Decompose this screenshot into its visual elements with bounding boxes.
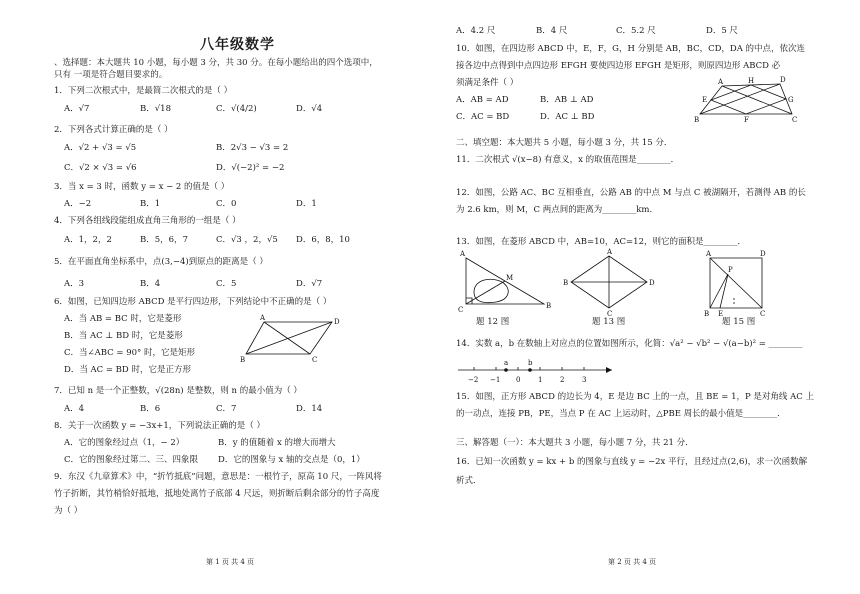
q3-option-b: B．1 — [140, 199, 161, 209]
q3-stem: 3．当 x = 3 时，函数 y = x − 2 的值是（ ） — [54, 182, 230, 192]
q14-tick-0: 0 — [516, 376, 521, 384]
q10-label-g: G — [788, 96, 794, 104]
q14-point-b: b — [528, 359, 533, 367]
q10-option-b: B．AB ⊥ AD — [540, 95, 594, 105]
q10-label-d: D — [780, 76, 786, 84]
q6-stem: 6．如图，已知四边形 ABCD 是平行四边形，下列结论中不正确的是（ ） — [54, 297, 332, 307]
q8-stem: 8．关于一次函数 y = −3x+1，下列说法正确的是（ ） — [54, 421, 265, 431]
q15-stem-line1: 15．如图，正方形 ABCD 的边长为 4，E 是边 BC 上的一点，且 BE = 1，P 是对角线 AC 上 — [456, 392, 814, 402]
q12-stem-line1: 12．如图，公路 AC、BC 互相垂直，公路 AB 的中点 M 与点 C 被湖隔开，若测得 AB 的长 — [456, 188, 806, 198]
q14-tick-neg2: −2 — [468, 376, 479, 384]
q1-option-d: D．√4 — [296, 104, 323, 114]
q15-square-figure — [704, 250, 768, 318]
q9-option-c: C．5.2 尺 — [616, 26, 656, 36]
q12-caption: 题 12 图 — [476, 317, 510, 327]
q16-stem-line2: 析式． — [456, 476, 482, 486]
q6-label-a: A — [260, 314, 266, 322]
section1-intro-line2: 只有 一项是符合题目要求的。 — [54, 70, 168, 80]
q13-rhombus-figure — [563, 248, 665, 318]
q5-option-a: A．3 — [64, 279, 85, 289]
q12-stem-line2: 为 2.6 km，则 M，C 两点间的距离为________km． — [456, 205, 658, 215]
q9-stem-line3: 为（ ） — [54, 506, 83, 516]
q3-option-d: D．1 — [296, 199, 317, 209]
q7-option-a: A．4 — [64, 404, 85, 414]
exam-title: 八年级数学 — [200, 37, 275, 53]
q12-label-a: A — [460, 250, 466, 258]
q10-label-f: F — [744, 116, 749, 124]
q14-tick-2: 2 — [560, 376, 565, 384]
q7-option-d: D．14 — [296, 404, 323, 414]
q10-option-a: A．AB = AD — [456, 95, 509, 105]
q10-stem-line3: 须满足条件（ ） — [456, 78, 519, 88]
q6-option-d: D．当 AC = BD 时，它是正方形 — [64, 365, 191, 375]
page2-footer: 第 2 页 共 4 页 — [608, 558, 657, 566]
q6-option-a: A．当 AB = BC 时，它是菱形 — [64, 314, 182, 324]
q15-label-b: B — [704, 310, 710, 318]
q3-option-c: C．0 — [216, 199, 237, 209]
q10-label-c: C — [792, 116, 798, 124]
q7-option-b: B．6 — [140, 404, 161, 414]
q6-label-c: C — [312, 356, 318, 364]
q13-label-a: A — [607, 248, 613, 256]
q8-option-b: B．y 的值随着 x 的增大而增大 — [218, 438, 336, 448]
q8-option-a: A．它的图象经过点（1，− 2） — [64, 438, 185, 448]
q12-label-m: M — [506, 274, 514, 282]
q14-point-a: a — [504, 359, 509, 367]
q8-option-c: C．它的图象经过第二、三、四象限 — [64, 455, 199, 465]
section3-heading: 三、解答题（一）：本大题共 3 小题，每小题 7 分，共 21 分． — [456, 438, 694, 448]
q14-tick-neg1: −1 — [490, 376, 501, 384]
q10-stem-line2: 接各边中点得到中点四边形 EFGH 要使四边形 EFGH 是矩形，则原四边形 ABCD 必 — [456, 61, 781, 71]
section2-heading: 二、填空题：本大题共 5 小题，每小题 3 分，共 15 分． — [456, 138, 673, 148]
q9-option-b: B．4 尺 — [536, 26, 568, 36]
q2-stem: 2．下列各式计算正确的是（ ） — [54, 125, 173, 135]
q1-stem: 1．下列二次根式中，是最简二次根式的是（ ） — [54, 86, 233, 96]
q1-option-b: B．√18 — [140, 104, 171, 114]
q9-option-d: D．5 尺 — [706, 26, 738, 36]
q13-label-c: C — [607, 310, 613, 318]
q4-option-c: C．√3 ，2，√5 — [216, 235, 278, 245]
q4-stem: 4．下列各组线段能组成直角三角形的一组是（ ） — [54, 216, 241, 226]
q13-caption: 题 13 图 — [592, 317, 626, 327]
q2-option-b: B．2√3 − √3 = 2 — [216, 143, 289, 153]
q10-option-d: D．AC ⊥ BD — [540, 112, 595, 122]
q5-option-c: C．5 — [216, 279, 237, 289]
q9-stem-line2: 竹子折断，其竹梢恰好抵地，抵地处离竹子底部 4 尺远，则折断后剩余部分的竹子高度 — [54, 489, 380, 499]
q10-label-a: A — [718, 78, 724, 86]
q13-label-b: B — [563, 279, 569, 287]
q14-number-line — [456, 356, 616, 384]
q10-label-h: H — [748, 77, 755, 85]
q11-stem: 11．二次根式 √(x−8) 有意义，x 的取值范围是________． — [456, 155, 680, 165]
q5-stem: 5．在平面直角坐标系中，点(3,−4)到原点的距离是（ ） — [54, 257, 268, 267]
q10-label-e: E — [702, 96, 708, 104]
q4-option-a: A．1，2，2 — [64, 235, 112, 245]
q10-option-c: C．AC = BD — [456, 112, 510, 122]
q13-stem: 13．如图，在菱形 ABCD 中，AB=10，AC=12，则它的面积是________． — [456, 237, 746, 247]
q10-quadrilateral-figure — [694, 76, 800, 124]
q15-stem-line2: 的一动点，连接 PB，PE，当点 P 在 AC 上运动时，△PBE 周长的最小值是________． — [456, 409, 786, 419]
q13-label-d: D — [649, 279, 655, 287]
q15-caption: 题 15 图 — [722, 317, 756, 327]
q15-label-c: C — [760, 310, 766, 318]
q15-label-a: A — [706, 250, 712, 258]
q8-option-d: D．它的图象与 x 轴的交点是（0，1） — [218, 455, 365, 465]
q4-option-d: D．6，8，10 — [296, 235, 350, 245]
q7-stem: 7．已知 n 是一个正整数，√(28n) 是整数，则 n 的最小值为（ ） — [54, 386, 302, 396]
q9-option-a: A．4.2 尺 — [456, 26, 496, 36]
q1-option-c: C．√(4/2) — [216, 104, 257, 114]
q6-option-c: C．当∠ABC = 90° 时，它是矩形 — [64, 348, 195, 358]
q16-stem-line1: 16．已知一次函数 y = kx + b 的图象与直线 y = −2x 平行，且经过点(2,6)，求一次函数解 — [456, 457, 808, 467]
q6-option-b: B．当 AC ⊥ BD 时，它是菱形 — [64, 331, 183, 341]
q3-option-a: A．−2 — [64, 199, 92, 209]
q2-option-d: D．√(−2)² = −2 — [216, 163, 285, 173]
q12-label-b: B — [546, 302, 552, 310]
q6-label-d: D — [334, 318, 340, 326]
q15-label-d: D — [760, 250, 766, 258]
q6-parallelogram-figure — [240, 314, 340, 364]
q5-option-d: D．√7 — [296, 279, 323, 289]
q14-tick-3: 3 — [582, 376, 587, 384]
q2-option-a: A．√2 + √3 = √5 — [64, 143, 137, 153]
q15-label-e: E — [718, 310, 724, 318]
q9-stem-line1: 9．东汉《九章算术》中，“折竹抵底”问题，意思是：一根竹子，原高 10 尺，一阵风将 — [54, 472, 382, 482]
q6-label-b: B — [240, 356, 246, 364]
q4-option-b: B．5，6，7 — [140, 235, 188, 245]
q10-stem-line1: 10．如图，在四边形 ABCD 中，E，F，G，H 分别是 AB，BC，CD，DA 的中点，依次连 — [456, 44, 806, 54]
section1-intro: 、选择题：本大题共 10 小题，每小题 3 分，共 30 分。在每小题给出的四个选项中， — [54, 58, 378, 68]
q10-label-b: B — [694, 116, 700, 124]
q1-option-a: A．√7 — [64, 104, 90, 114]
q2-option-c: C．√2 × √3 = √6 — [64, 163, 137, 173]
q12-label-c: C — [458, 306, 464, 314]
q15-label-p: P — [728, 266, 733, 274]
q14-tick-1: 1 — [538, 376, 543, 384]
q7-option-c: C．7 — [216, 404, 237, 414]
q14-stem: 14．实数 a，b 在数轴上对应点的位置如图所示，化简：√a² − √b² − √(a−b)² = ________ — [456, 339, 803, 349]
q12-lake-figure — [458, 250, 552, 314]
page1-footer: 第 1 页 共 4 页 — [206, 558, 255, 566]
q5-option-b: B．4 — [140, 279, 161, 289]
